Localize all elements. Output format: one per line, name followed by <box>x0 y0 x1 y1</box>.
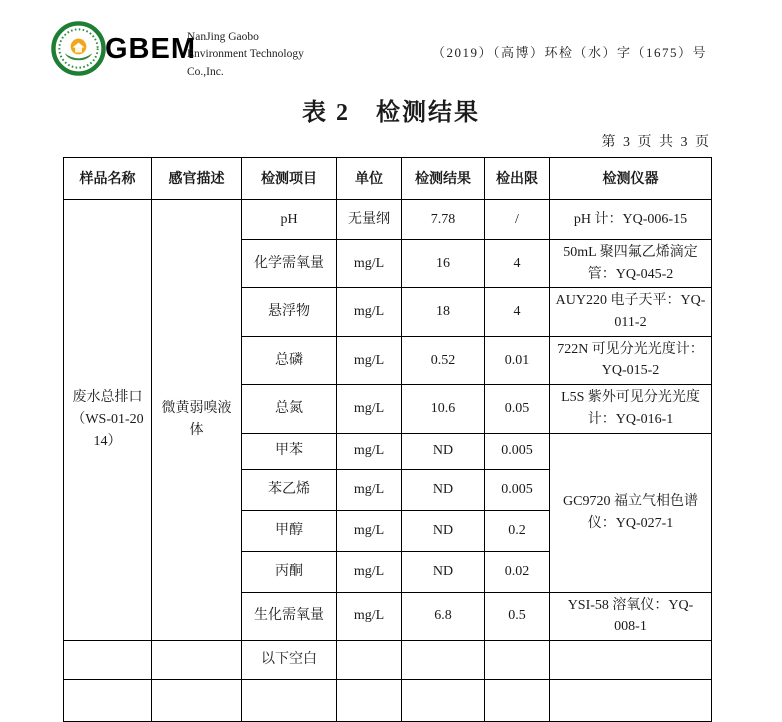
item-cell: 悬浮物 <box>242 288 337 336</box>
limit-cell: 0.5 <box>485 592 550 640</box>
table-row <box>64 679 712 721</box>
company-name <box>187 29 304 81</box>
empty-cell <box>485 640 550 679</box>
empty-cell <box>64 679 152 721</box>
empty-cell <box>64 640 152 679</box>
col-header-sample-name: 样品名称 <box>64 158 152 200</box>
instrument-cell: pH 计：YQ-006-15 <box>550 200 712 240</box>
page-number-info: 第 3 页 共 3 页 <box>601 135 711 150</box>
result-cell: ND <box>402 469 485 510</box>
result-cell: 18 <box>402 288 485 336</box>
item-cell <box>242 679 337 721</box>
result-cell: 7.78 <box>402 200 485 240</box>
col-header-sensory: 感官描述 <box>152 158 242 200</box>
instrument-cell: L5S 紫外可见分光光度计：YQ-016-1 <box>550 385 712 433</box>
item-cell: 化学需氧量 <box>242 240 337 288</box>
instrument-cell: AUY220 电子天平：YQ-011-2 <box>550 288 712 336</box>
sensory-description-cell: 微黄弱嗅液体 <box>152 200 242 641</box>
gbem-logo-icon <box>51 21 106 76</box>
empty-cell <box>485 679 550 721</box>
brand-wordmark: GBEM <box>105 33 196 65</box>
unit-cell: mg/L <box>337 433 402 469</box>
empty-cell <box>152 679 242 721</box>
report-number: （2019）（高博）环检（水）字（1675）号 <box>432 45 708 60</box>
limit-cell: 0.02 <box>485 551 550 592</box>
unit-cell: mg/L <box>337 385 402 433</box>
instrument-cell: YSI-58 溶氧仪：YQ-008-1 <box>550 592 712 640</box>
header-row <box>64 158 712 200</box>
result-cell: 16 <box>402 240 485 288</box>
result-cell: 10.6 <box>402 385 485 433</box>
item-cell: 生化需氧量 <box>242 592 337 640</box>
unit-cell: mg/L <box>337 469 402 510</box>
result-cell: ND <box>402 433 485 469</box>
empty-cell <box>152 640 242 679</box>
empty-cell <box>337 679 402 721</box>
item-cell: 苯乙烯 <box>242 469 337 510</box>
item-cell: 以下空白 <box>242 640 337 679</box>
limit-cell: 0.05 <box>485 385 550 433</box>
item-cell: pH <box>242 200 337 240</box>
unit-cell: mg/L <box>337 288 402 336</box>
item-cell: 总氮 <box>242 385 337 433</box>
empty-cell <box>402 679 485 721</box>
limit-cell: 0.2 <box>485 510 550 551</box>
instrument-cell: 50mL 聚四氟乙烯滴定管：YQ-045-2 <box>550 240 712 288</box>
limit-cell: 4 <box>485 288 550 336</box>
instrument-cell: 722N 可见分光光度计：YQ-015-2 <box>550 336 712 384</box>
unit-cell: mg/L <box>337 240 402 288</box>
limit-cell: 4 <box>485 240 550 288</box>
instrument-cell: GC9720 福立气相色谱仪：YQ-027-1 <box>550 433 712 592</box>
item-cell: 总磷 <box>242 336 337 384</box>
item-cell: 甲苯 <box>242 433 337 469</box>
col-header-result: 检测结果 <box>402 158 485 200</box>
result-cell: 0.52 <box>402 336 485 384</box>
unit-cell: mg/L <box>337 592 402 640</box>
unit-cell: mg/L <box>337 336 402 384</box>
result-cell: ND <box>402 510 485 551</box>
letterhead <box>50 18 742 88</box>
col-header-instrument: 检测仪器 <box>550 158 712 200</box>
results-table-container <box>63 157 712 722</box>
table-row <box>64 640 712 679</box>
result-cell: 6.8 <box>402 592 485 640</box>
empty-cell <box>550 640 712 679</box>
unit-cell: mg/L <box>337 510 402 551</box>
logo-graphic <box>51 21 106 76</box>
company-name-line: Co.,Inc. <box>187 65 224 78</box>
item-cell: 丙酮 <box>242 551 337 592</box>
empty-cell <box>550 679 712 721</box>
sample-name-cell: 废水总排口（WS-01-2014） <box>64 200 152 641</box>
empty-cell <box>337 640 402 679</box>
item-cell: 甲醇 <box>242 510 337 551</box>
results-table <box>63 157 712 722</box>
limit-cell: 0.005 <box>485 433 550 469</box>
company-name-line: Environment Technology <box>187 48 304 61</box>
company-name-line: NanJing Gaobo <box>187 31 259 43</box>
unit-cell: 无量纲 <box>337 200 402 240</box>
empty-cell <box>402 640 485 679</box>
unit-cell: mg/L <box>337 551 402 592</box>
limit-cell: 0.01 <box>485 336 550 384</box>
col-header-unit: 单位 <box>337 158 402 200</box>
limit-cell: 0.005 <box>485 469 550 510</box>
result-cell: ND <box>402 551 485 592</box>
page-title: 表 2 检测结果 <box>302 100 480 126</box>
col-header-item: 检测项目 <box>242 158 337 200</box>
limit-cell: / <box>485 200 550 240</box>
col-header-limit: 检出限 <box>485 158 550 200</box>
table-row <box>64 200 712 240</box>
